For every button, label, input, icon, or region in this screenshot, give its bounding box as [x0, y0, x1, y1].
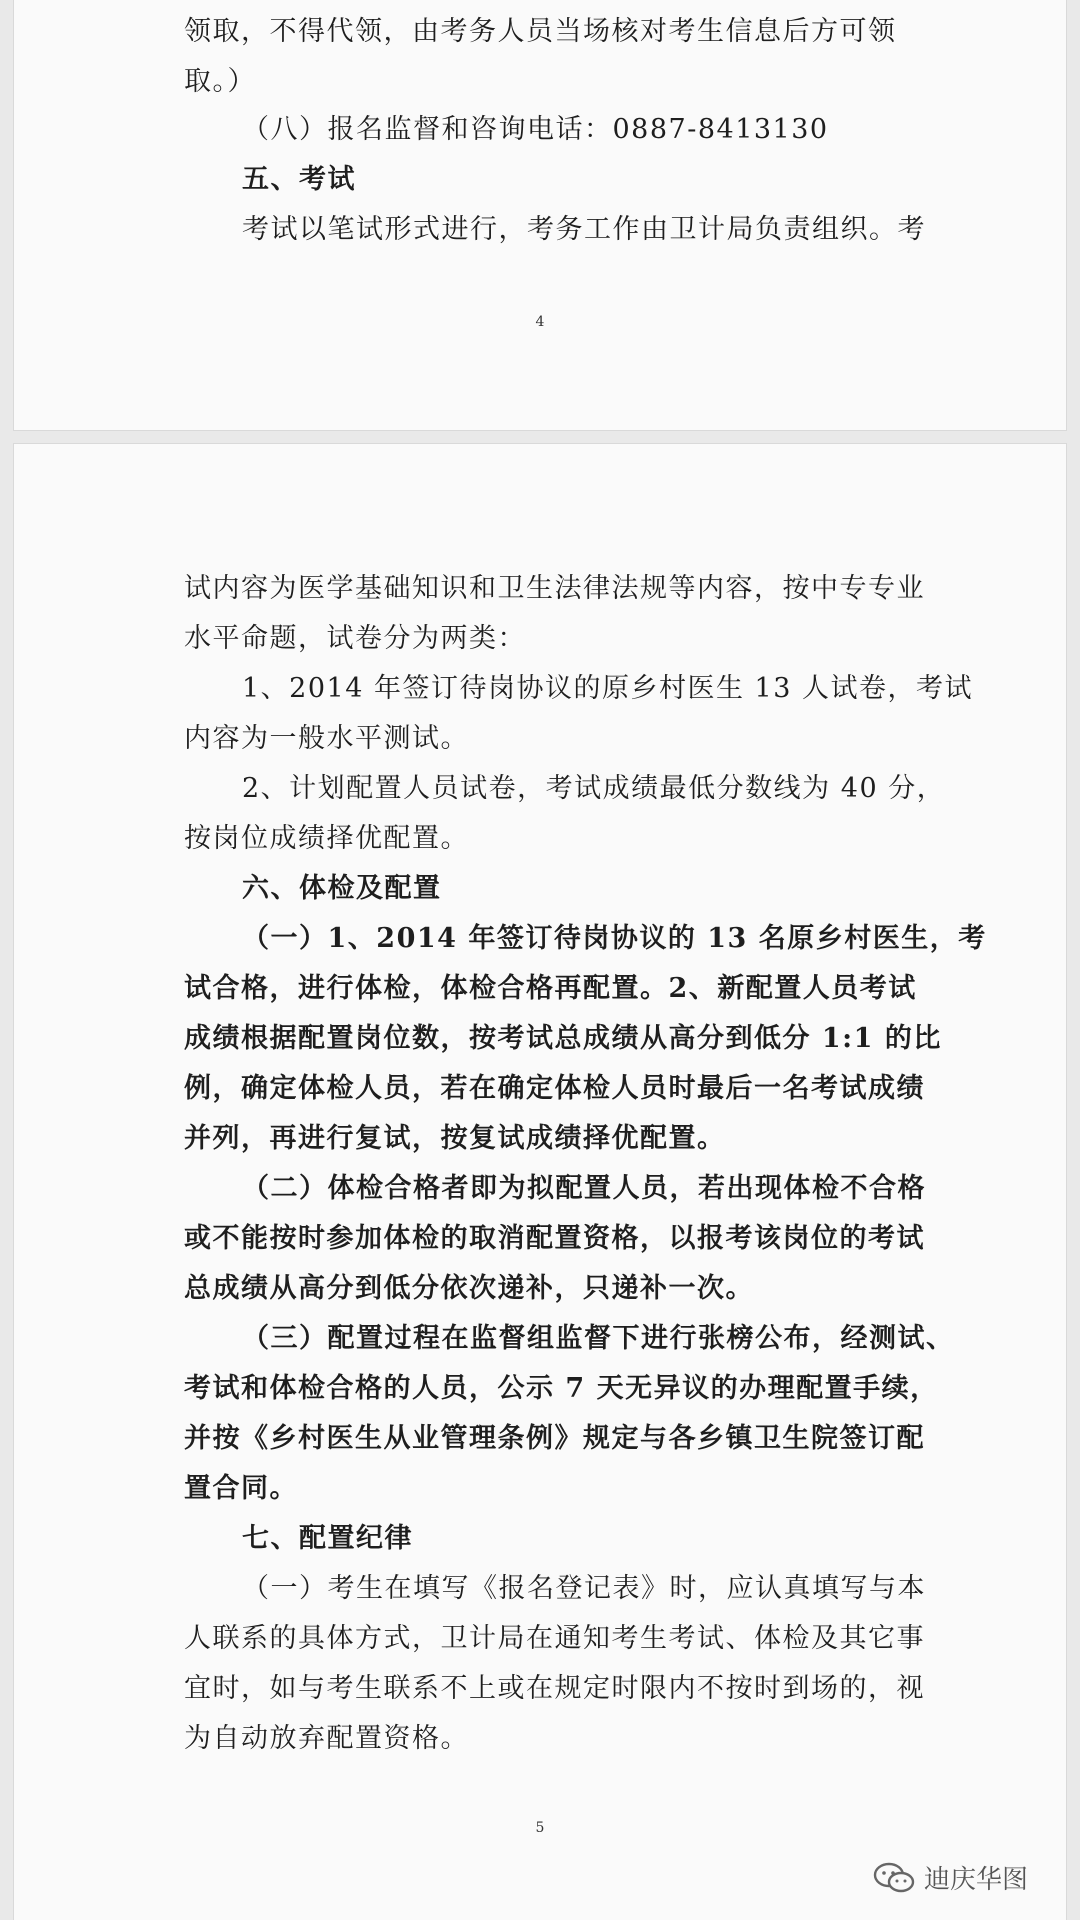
text-line: 总成绩从高分到低分依次递补，只递补一次。 — [184, 1273, 754, 1304]
section-heading: 五、考试 — [242, 164, 356, 195]
text-line: 考试以笔试形式进行，考务工作由卫计局负责组织。考 — [242, 214, 926, 245]
text-line: 并列，再进行复试，按复试成绩择优配置。 — [184, 1123, 726, 1154]
text-line: （一）考生在填写《报名登记表》时，应认真填写与本 — [242, 1573, 926, 1604]
page-number: 4 — [535, 314, 545, 330]
section-heading: 七、配置纪律 — [242, 1523, 413, 1554]
text-line: 并按《乡村医生从业管理条例》规定与各乡镇卫生院签订配 — [184, 1423, 925, 1454]
page-number: 5 — [535, 1820, 545, 1836]
document-page-4 — [14, 0, 1066, 430]
text-line: 成绩根据配置岗位数，按考试总成绩从高分到低分 1:1 的比 — [184, 1023, 942, 1054]
text-line: 宜时，如与考生联系不上或在规定时限内不按时到场的，视 — [184, 1673, 925, 1704]
section-heading: 六、体检及配置 — [242, 873, 442, 904]
text-line: 为自动放弃配置资格。 — [184, 1723, 469, 1754]
text-line: 置合同。 — [184, 1473, 298, 1504]
text-line: 人联系的具体方式，卫计局在通知考生考试、体检及其它事 — [184, 1623, 925, 1654]
text-line: 考试和体检合格的人员，公示 7 天无异议的办理配置手续， — [184, 1373, 939, 1404]
text-line: （三）配置过程在监督组监督下进行张榜公布，经测试、 — [242, 1323, 955, 1354]
text-line: （二）体检合格者即为拟配置人员，若出现体检不合格 — [242, 1173, 926, 1204]
text-line: 试合格，进行体检，体检合格再配置。2、新配置人员考试 — [184, 973, 917, 1004]
text-line: 1、2014 年签订待岗协议的原乡村医生 13 人试卷，考试 — [242, 673, 973, 704]
text-line: 内容为一般水平测试。 — [184, 723, 469, 754]
text-line: 取。） — [184, 66, 256, 97]
text-line: 水平命题，试卷分为两类： — [184, 623, 526, 654]
text-line: 2、计划配置人员试卷，考试成绩最低分数线为 40 分， — [242, 773, 946, 804]
text-line: 或不能按时参加体检的取消配置资格，以报考该岗位的考试 — [184, 1223, 925, 1254]
watermark — [872, 1859, 1028, 1896]
text-line: 例，确定体检人员，若在确定体检人员时最后一名考试成绩 — [184, 1073, 925, 1104]
text-line: （八）报名监督和咨询电话：0887-8413130 — [242, 114, 829, 145]
text-line: 试内容为医学基础知识和卫生法律法规等内容，按中专专业 — [184, 573, 925, 604]
text-line: （一）1、2014 年签订待岗协议的 13 名原乡村医生，考 — [242, 923, 987, 954]
text-line: 按岗位成绩择优配置。 — [184, 823, 469, 854]
wechat-icon — [872, 1860, 916, 1896]
text-line: 领取，不得代领，由考务人员当场核对考生信息后方可领 — [184, 16, 897, 47]
document-page-5 — [14, 444, 1066, 1920]
watermark-text: 迪庆华图 — [923, 1865, 1028, 1895]
